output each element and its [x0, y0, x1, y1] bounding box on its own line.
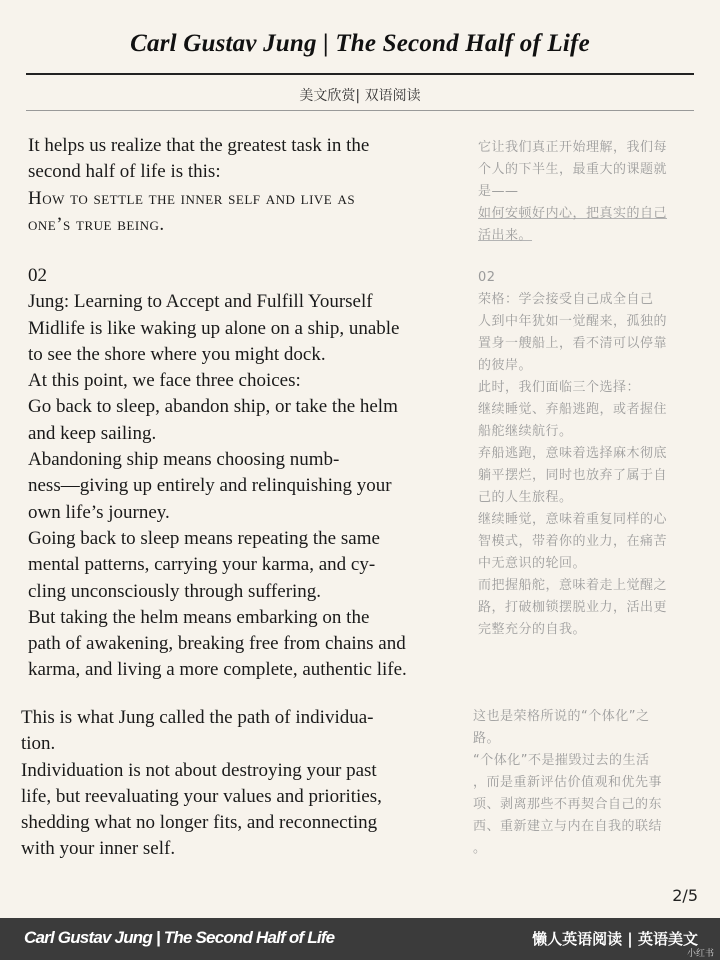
- text-line: life, but reevaluating your values and priorities,: [21, 785, 382, 807]
- english-paragraph-3: [21, 705, 382, 863]
- english-paragraph-1: [28, 133, 369, 238]
- text-line: 路，打破枷锁摆脱业力，活出更: [478, 600, 668, 615]
- text-line: tion.: [21, 733, 56, 755]
- text-line: ，而是重新评估价值观和优先事: [473, 775, 663, 790]
- text-line: 船舵继续航行。: [478, 424, 573, 439]
- page-subtitle: 美文欣赏| 双语阅读: [299, 88, 421, 104]
- text-line: with your inner self.: [21, 838, 176, 860]
- text-line: 个人的下半生，最重大的课题就: [478, 162, 668, 177]
- text-line: own life’s journey.: [28, 501, 170, 523]
- chinese-paragraph-2: [478, 267, 667, 641]
- text-line: path of awakening, breaking free from chains and: [28, 633, 406, 655]
- text-line: 此时，我们面临三个选择：: [478, 380, 641, 395]
- text-line: ness—giving up entirely and relinquishing your: [28, 475, 392, 497]
- emphasized-line: one’s true being.: [28, 213, 165, 235]
- text-line: Abandoning ship means choosing numb-: [28, 449, 340, 471]
- text-line: 是——: [478, 184, 519, 199]
- text-line: 中无意识的轮回。: [478, 556, 587, 571]
- watermark: 小红书: [686, 949, 714, 959]
- text-line: 己的人生旅程。: [478, 490, 573, 505]
- subtitle-divider: [26, 110, 694, 111]
- footer-bar: [0, 918, 720, 960]
- text-line: mental patterns, carrying your karma, and cy-: [28, 554, 376, 576]
- text-line: Go back to sleep, abandon ship, or take the helm: [28, 396, 398, 418]
- text-line: 项、剥离那些不再契合自己的东: [473, 797, 663, 812]
- section-number: 02: [478, 270, 496, 285]
- text-line: “个体化”不是摧毁过去的生活: [473, 753, 650, 768]
- text-line: Individuation is not about destroying your past: [21, 759, 377, 781]
- footer-title: Carl Gustav Jung | The Second Half of Life: [24, 928, 335, 947]
- highlighted-line: 活出来。: [478, 228, 533, 243]
- text-line: At this point, we face three choices:: [28, 370, 301, 392]
- text-line: 它让我们真正开始理解，我们每: [478, 140, 668, 155]
- text-line: cling unconsciously through suffering.: [28, 580, 322, 602]
- text-line: 智模式，带着你的业力，在痛苦: [478, 534, 668, 549]
- text-line: 。: [473, 841, 487, 856]
- text-line: 这也是荣格所说的“个体化”之: [473, 709, 650, 724]
- section-number: 02: [28, 265, 47, 286]
- emphasized-line: How to settle the inner self and live as: [28, 187, 356, 209]
- text-line: shedding what no longer fits, and reconnecting: [21, 812, 378, 834]
- text-line: 完整充分的自我。: [478, 622, 587, 637]
- text-line: 弃船逃跑，意味着选择麻木彻底: [478, 446, 668, 461]
- text-line: It helps us realize that the greatest task in the: [28, 135, 370, 156]
- highlighted-line: 如何安顿好内心，把真实的自己: [478, 206, 668, 221]
- text-line: 继续睡觉，意味着重复同样的心: [478, 512, 668, 527]
- text-line: second half of life is this:: [28, 161, 221, 183]
- title-divider: [26, 73, 694, 75]
- page-number: 2/5: [672, 886, 698, 905]
- text-line: 荣格：学会接受自己成全自己: [478, 292, 654, 307]
- text-line: Jung: Learning to Accept and Fulfill Yourself: [28, 291, 373, 313]
- text-line: Midlife is like waking up alone on a ship, unable: [28, 317, 400, 339]
- page-title: Carl Gustav Jung | The Second Half of Life: [130, 30, 590, 57]
- text-line: to see the shore where you might dock.: [28, 343, 326, 365]
- text-line: and keep sailing.: [28, 422, 157, 444]
- text-line: 人到中年犹如一觉醒来，孤独的: [478, 314, 668, 329]
- text-line: 躺平摆烂，同时也放弃了属于自: [478, 468, 668, 483]
- footer-brand: 懒人英语阅读 | 英语美文: [532, 930, 698, 948]
- text-line: 路。: [473, 731, 501, 746]
- text-line: This is what Jung called the path of individua-: [21, 707, 374, 728]
- text-line: 西、重新建立与内在自我的联结: [473, 819, 663, 834]
- chinese-paragraph-3: [473, 706, 662, 860]
- text-line: 的彼岸。: [478, 358, 533, 373]
- text-line: 继续睡觉、弃船逃跑，或者握住: [478, 402, 668, 417]
- text-line: But taking the helm means embarking on the: [28, 606, 370, 628]
- text-line: Going back to sleep means repeating the same: [28, 527, 380, 549]
- chinese-paragraph-1: [478, 137, 667, 247]
- english-paragraph-2: [28, 263, 407, 684]
- text-line: 而把握船舵，意味着走上觉醒之: [478, 578, 668, 593]
- text-line: 置身一艘船上，看不清可以停靠: [478, 336, 668, 351]
- text-line: karma, and living a more complete, authentic life.: [28, 659, 407, 681]
